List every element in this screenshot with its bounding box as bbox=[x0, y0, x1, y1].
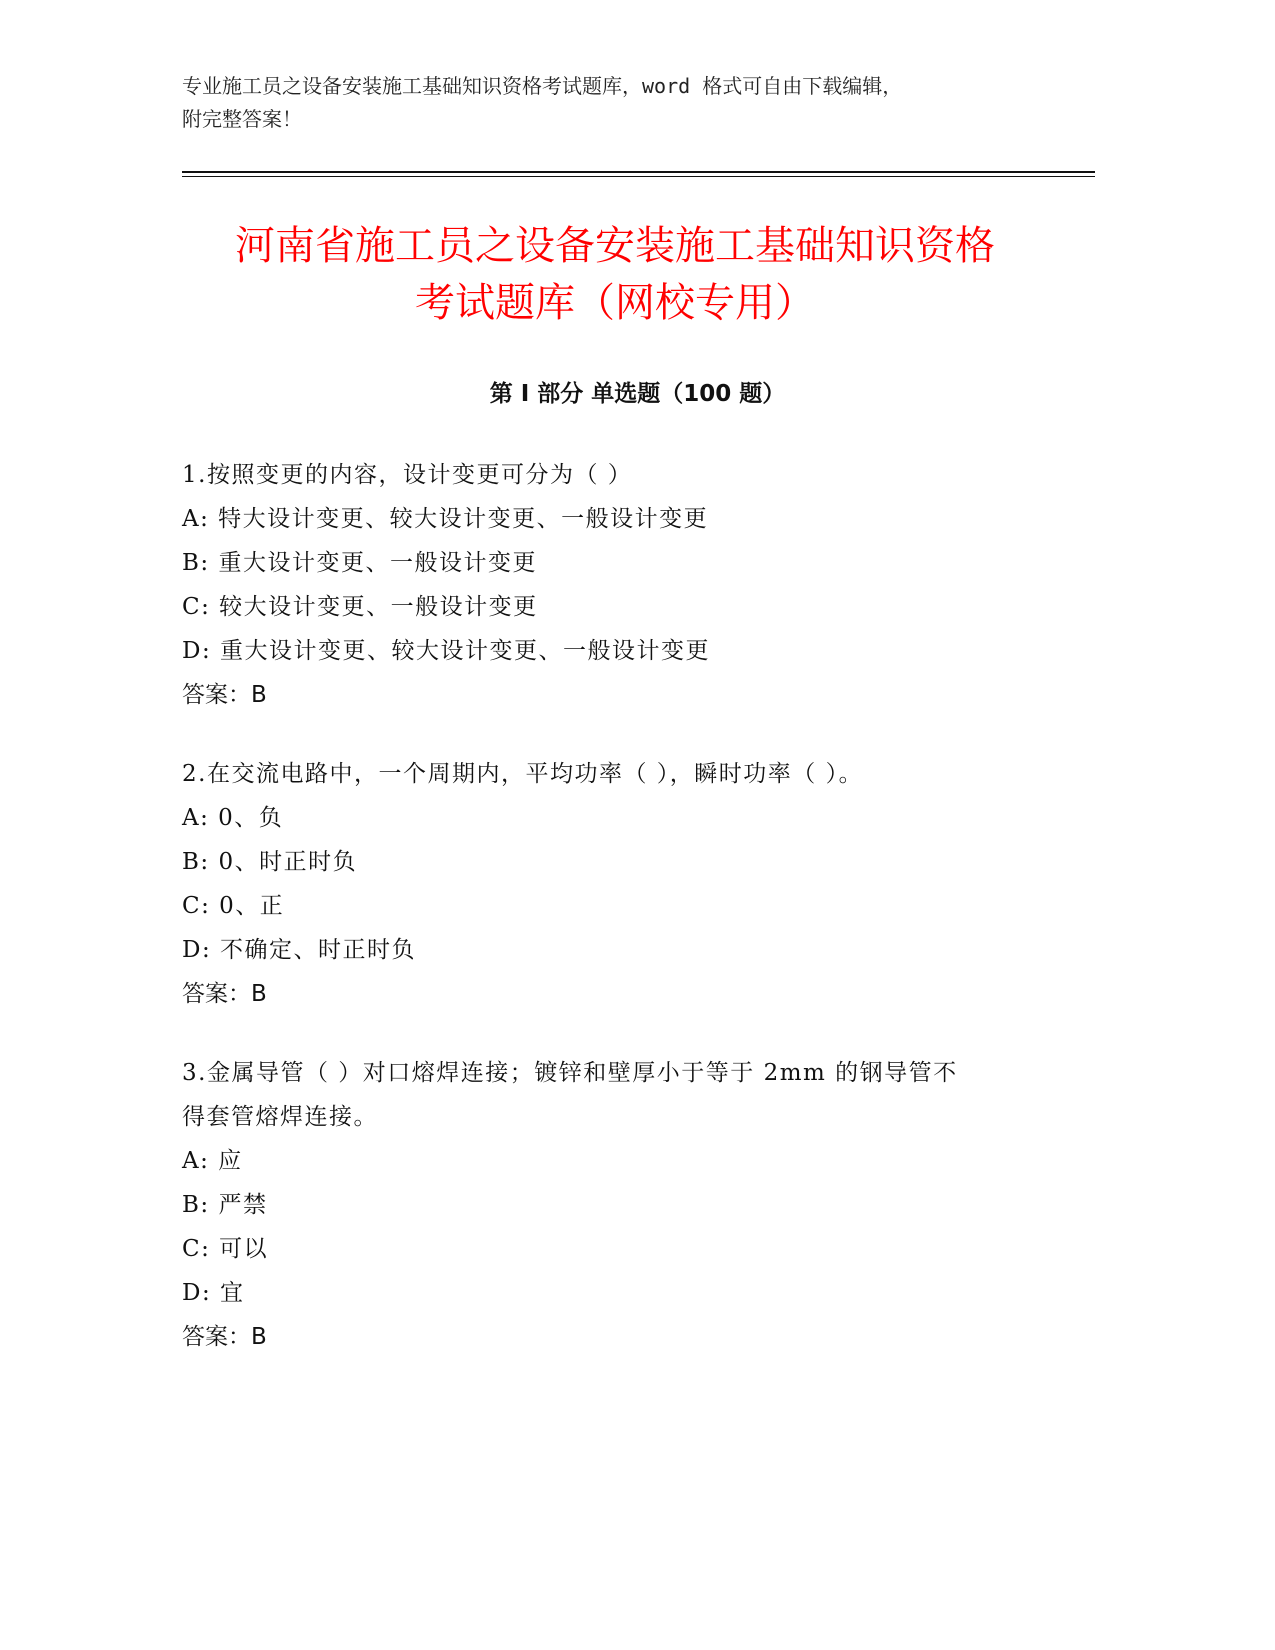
option-a: A: 应 bbox=[182, 1148, 243, 1174]
option-d: D: 宜 bbox=[182, 1280, 245, 1306]
question-3 bbox=[182, 1051, 1062, 1359]
header-divider-thick bbox=[182, 171, 1095, 173]
option-d: D: 重大设计变更、较大设计变更、一般设计变更 bbox=[182, 638, 711, 664]
header-note bbox=[182, 70, 1062, 136]
option-a: A: 0、负 bbox=[182, 805, 284, 831]
document-title bbox=[100, 218, 1130, 332]
title-line-1: 河南省施工员之设备安装施工基础知识资格 bbox=[235, 223, 995, 269]
section-heading: 第 I 部分 单选题（100 题） bbox=[489, 381, 786, 407]
answer-line: 答案：B bbox=[182, 981, 267, 1007]
option-c: C: 较大设计变更、一般设计变更 bbox=[182, 594, 538, 620]
question-1 bbox=[182, 453, 1062, 717]
option-a: A: 特大设计变更、较大设计变更、一般设计变更 bbox=[182, 506, 709, 532]
header-note-line-1: 专业施工员之设备安装施工基础知识资格考试题库，word 格式可自由下载编辑， bbox=[182, 74, 903, 98]
header-divider-thin bbox=[182, 176, 1095, 177]
question-list bbox=[182, 453, 1062, 1394]
answer-line: 答案：B bbox=[182, 682, 267, 708]
option-b: B: 严禁 bbox=[182, 1192, 268, 1218]
question-stem: 1.按照变更的内容，设计变更可分为（ ） bbox=[182, 462, 633, 488]
option-c: C: 0、正 bbox=[182, 893, 285, 919]
question-2 bbox=[182, 752, 1062, 1016]
title-line-2: 考试题库（网校专用） bbox=[415, 280, 815, 326]
option-d: D: 不确定、时正时负 bbox=[182, 937, 417, 963]
header-note-line-2: 附完整答案！ bbox=[182, 107, 302, 131]
answer-line: 答案：B bbox=[182, 1324, 267, 1350]
option-c: C: 可以 bbox=[182, 1236, 269, 1262]
question-stem: 3.金属导管（ ）对口熔焊连接；镀锌和壁厚小于等于 2mm 的钢导管不 bbox=[182, 1060, 958, 1086]
question-stem: 2.在交流电路中，一个周期内，平均功率（ ），瞬时功率（ ）。 bbox=[182, 761, 864, 787]
option-b: B: 0、时正时负 bbox=[182, 849, 358, 875]
question-stem-continued: 得套管熔焊连接。 bbox=[182, 1104, 378, 1130]
option-b: B: 重大设计变更、一般设计变更 bbox=[182, 550, 537, 576]
